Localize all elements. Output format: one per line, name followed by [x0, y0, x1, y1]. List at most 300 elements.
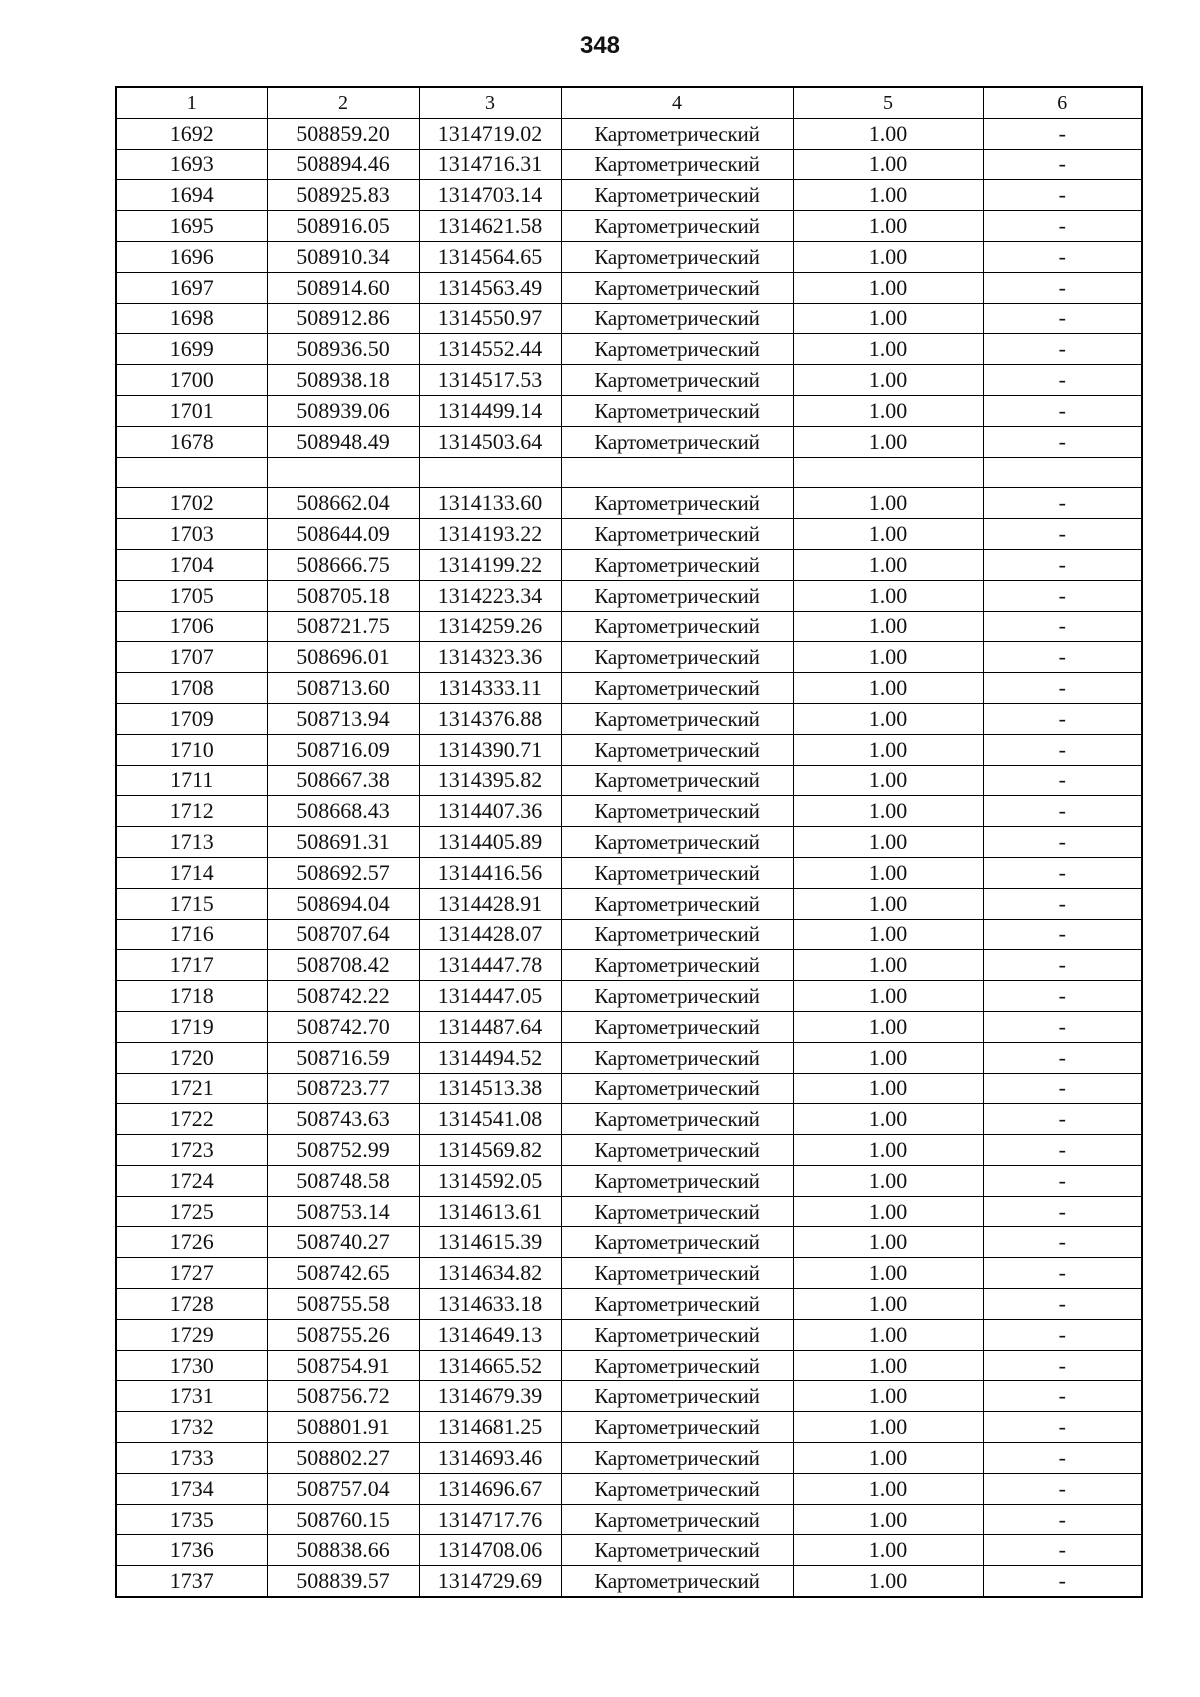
note-cell: -: [983, 827, 1142, 858]
point-number-cell: 1711: [116, 765, 267, 796]
method-cell: Картометрический: [561, 888, 793, 919]
note-cell: -: [983, 395, 1142, 426]
point-number-cell: 1718: [116, 981, 267, 1012]
note-cell: -: [983, 549, 1142, 580]
x-coordinate-cell: 508925.83: [267, 180, 419, 211]
table-row: [116, 703, 1142, 734]
note-cell: -: [983, 519, 1142, 550]
accuracy-cell: 1.00: [793, 1350, 983, 1381]
y-coordinate-cell: 1314199.22: [419, 549, 561, 580]
x-coordinate-cell: 508696.01: [267, 642, 419, 673]
point-number-cell: 1714: [116, 857, 267, 888]
column-header-3: 3: [419, 87, 561, 118]
y-coordinate-cell: 1314517.53: [419, 365, 561, 396]
accuracy-cell: 1.00: [793, 827, 983, 858]
y-coordinate-cell: 1314696.67: [419, 1473, 561, 1504]
point-number-cell: 1693: [116, 149, 267, 180]
method-cell: Картометрический: [561, 365, 793, 396]
note-cell: -: [983, 1350, 1142, 1381]
accuracy-cell: 1.00: [793, 857, 983, 888]
accuracy-cell: 1.00: [793, 303, 983, 334]
point-number-cell: 1719: [116, 1011, 267, 1042]
column-header-6: 6: [983, 87, 1142, 118]
table-row: [116, 642, 1142, 673]
accuracy-cell: 1.00: [793, 1227, 983, 1258]
table-row: [116, 919, 1142, 950]
x-coordinate-cell: 508938.18: [267, 365, 419, 396]
x-coordinate-cell: 508713.94: [267, 703, 419, 734]
y-coordinate-cell: 1314649.13: [419, 1319, 561, 1350]
point-number-cell: 1737: [116, 1566, 267, 1597]
point-number-cell: 1702: [116, 488, 267, 519]
note-cell: -: [983, 857, 1142, 888]
table-row: [116, 211, 1142, 242]
accuracy-cell: [793, 457, 983, 488]
table-row: [116, 519, 1142, 550]
y-coordinate-cell: 1314428.07: [419, 919, 561, 950]
x-coordinate-cell: 508667.38: [267, 765, 419, 796]
x-coordinate-cell: 508912.86: [267, 303, 419, 334]
note-cell: -: [983, 211, 1142, 242]
point-number-cell: 1703: [116, 519, 267, 550]
point-number-cell: 1729: [116, 1319, 267, 1350]
method-cell: Картометрический: [561, 211, 793, 242]
accuracy-cell: 1.00: [793, 580, 983, 611]
note-cell: -: [983, 611, 1142, 642]
point-number-cell: 1695: [116, 211, 267, 242]
y-coordinate-cell: 1314679.39: [419, 1381, 561, 1412]
accuracy-cell: 1.00: [793, 1011, 983, 1042]
point-number-cell: 1696: [116, 241, 267, 272]
method-cell: Картометрический: [561, 1412, 793, 1443]
y-coordinate-cell: 1314552.44: [419, 334, 561, 365]
x-coordinate-cell: 508707.64: [267, 919, 419, 950]
accuracy-cell: 1.00: [793, 1319, 983, 1350]
x-coordinate-cell: 508755.58: [267, 1289, 419, 1320]
table-row: [116, 180, 1142, 211]
y-coordinate-cell: 1314503.64: [419, 426, 561, 457]
point-number-cell: 1734: [116, 1473, 267, 1504]
coordinates-table: [115, 86, 1143, 1598]
point-number-cell: 1732: [116, 1412, 267, 1443]
accuracy-cell: 1.00: [793, 334, 983, 365]
table-row: [116, 611, 1142, 642]
accuracy-cell: 1.00: [793, 1443, 983, 1474]
method-cell: Картометрический: [561, 180, 793, 211]
x-coordinate-cell: 508838.66: [267, 1535, 419, 1566]
accuracy-cell: 1.00: [793, 149, 983, 180]
y-coordinate-cell: 1314193.22: [419, 519, 561, 550]
accuracy-cell: 1.00: [793, 1196, 983, 1227]
x-coordinate-cell: 508752.99: [267, 1135, 419, 1166]
table-row: [116, 488, 1142, 519]
method-cell: Картометрический: [561, 1381, 793, 1412]
method-cell: Картометрический: [561, 827, 793, 858]
note-cell: -: [983, 488, 1142, 519]
column-header-1: 1: [116, 87, 267, 118]
accuracy-cell: 1.00: [793, 919, 983, 950]
method-cell: Картометрический: [561, 1135, 793, 1166]
accuracy-cell: 1.00: [793, 1258, 983, 1289]
table-row: [116, 1042, 1142, 1073]
accuracy-cell: 1.00: [793, 365, 983, 396]
x-coordinate-cell: 508916.05: [267, 211, 419, 242]
point-number-cell: 1712: [116, 796, 267, 827]
note-cell: -: [983, 950, 1142, 981]
table-row: [116, 457, 1142, 488]
point-number-cell: 1709: [116, 703, 267, 734]
y-coordinate-cell: 1314390.71: [419, 734, 561, 765]
table-row: [116, 765, 1142, 796]
table-row: [116, 365, 1142, 396]
y-coordinate-cell: 1314223.34: [419, 580, 561, 611]
y-coordinate-cell: 1314633.18: [419, 1289, 561, 1320]
x-coordinate-cell: 508692.57: [267, 857, 419, 888]
column-header-4: 4: [561, 87, 793, 118]
table-row: [116, 1289, 1142, 1320]
method-cell: Картометрический: [561, 1073, 793, 1104]
point-number-cell: 1731: [116, 1381, 267, 1412]
table-row: [116, 1135, 1142, 1166]
x-coordinate-cell: 508716.59: [267, 1042, 419, 1073]
point-number-cell: 1694: [116, 180, 267, 211]
point-number-cell: 1715: [116, 888, 267, 919]
note-cell: -: [983, 796, 1142, 827]
table-row: [116, 303, 1142, 334]
point-number-cell: 1716: [116, 919, 267, 950]
table-row: [116, 395, 1142, 426]
point-number-cell: 1721: [116, 1073, 267, 1104]
note-cell: -: [983, 149, 1142, 180]
point-number-cell: 1717: [116, 950, 267, 981]
x-coordinate-cell: 508740.27: [267, 1227, 419, 1258]
x-coordinate-cell: 508754.91: [267, 1350, 419, 1381]
point-number-cell: 1705: [116, 580, 267, 611]
method-cell: Картометрический: [561, 703, 793, 734]
x-coordinate-cell: 508894.46: [267, 149, 419, 180]
note-cell: -: [983, 1011, 1142, 1042]
y-coordinate-cell: 1314615.39: [419, 1227, 561, 1258]
y-coordinate-cell: 1314499.14: [419, 395, 561, 426]
accuracy-cell: 1.00: [793, 118, 983, 149]
accuracy-cell: 1.00: [793, 519, 983, 550]
x-coordinate-cell: 508694.04: [267, 888, 419, 919]
y-coordinate-cell: 1314563.49: [419, 272, 561, 303]
note-cell: -: [983, 919, 1142, 950]
table-row: [116, 1473, 1142, 1504]
method-cell: Картометрический: [561, 241, 793, 272]
x-coordinate-cell: 508859.20: [267, 118, 419, 149]
point-number-cell: 1713: [116, 827, 267, 858]
method-cell: Картометрический: [561, 796, 793, 827]
note-cell: -: [983, 1135, 1142, 1166]
y-coordinate-cell: 1314416.56: [419, 857, 561, 888]
x-coordinate-cell: 508742.22: [267, 981, 419, 1012]
method-cell: Картометрический: [561, 1196, 793, 1227]
note-cell: -: [983, 180, 1142, 211]
point-number-cell: 1678: [116, 426, 267, 457]
accuracy-cell: 1.00: [793, 1135, 983, 1166]
x-coordinate-cell: 508936.50: [267, 334, 419, 365]
note-cell: -: [983, 642, 1142, 673]
note-cell: -: [983, 1504, 1142, 1535]
point-number-cell: 1726: [116, 1227, 267, 1258]
method-cell: Картометрический: [561, 1535, 793, 1566]
y-coordinate-cell: 1314513.38: [419, 1073, 561, 1104]
y-coordinate-cell: 1314428.91: [419, 888, 561, 919]
point-number-cell: 1723: [116, 1135, 267, 1166]
table-row: [116, 118, 1142, 149]
x-coordinate-cell: 508713.60: [267, 673, 419, 704]
note-cell: -: [983, 1196, 1142, 1227]
note-cell: -: [983, 1443, 1142, 1474]
y-coordinate-cell: 1314693.46: [419, 1443, 561, 1474]
x-coordinate-cell: 508723.77: [267, 1073, 419, 1104]
x-coordinate-cell: 508801.91: [267, 1412, 419, 1443]
y-coordinate-cell: 1314665.52: [419, 1350, 561, 1381]
x-coordinate-cell: 508939.06: [267, 395, 419, 426]
table-row: [116, 549, 1142, 580]
accuracy-cell: 1.00: [793, 703, 983, 734]
note-cell: -: [983, 272, 1142, 303]
method-cell: Картометрический: [561, 765, 793, 796]
accuracy-cell: 1.00: [793, 426, 983, 457]
note-cell: -: [983, 241, 1142, 272]
y-coordinate-cell: 1314407.36: [419, 796, 561, 827]
note-cell: -: [983, 981, 1142, 1012]
point-number-cell: 1708: [116, 673, 267, 704]
x-coordinate-cell: 508721.75: [267, 611, 419, 642]
note-cell: -: [983, 1104, 1142, 1135]
method-cell: Картометрический: [561, 519, 793, 550]
note-cell: -: [983, 303, 1142, 334]
table-row: [116, 149, 1142, 180]
point-number-cell: 1725: [116, 1196, 267, 1227]
x-coordinate-cell: 508742.65: [267, 1258, 419, 1289]
note-cell: -: [983, 888, 1142, 919]
accuracy-cell: 1.00: [793, 488, 983, 519]
method-cell: Картометрический: [561, 981, 793, 1012]
point-number-cell: 1698: [116, 303, 267, 334]
method-cell: Картометрический: [561, 303, 793, 334]
method-cell: Картометрический: [561, 1350, 793, 1381]
point-number-cell: 1724: [116, 1165, 267, 1196]
point-number-cell: [116, 457, 267, 488]
accuracy-cell: 1.00: [793, 950, 983, 981]
note-cell: -: [983, 1566, 1142, 1597]
page-number: 348: [579, 32, 621, 59]
y-coordinate-cell: 1314703.14: [419, 180, 561, 211]
table-row: [116, 1011, 1142, 1042]
table-row: [116, 334, 1142, 365]
method-cell: Картометрический: [561, 1566, 793, 1597]
method-cell: Картометрический: [561, 642, 793, 673]
y-coordinate-cell: 1314133.60: [419, 488, 561, 519]
method-cell: Картометрический: [561, 334, 793, 365]
x-coordinate-cell: 508839.57: [267, 1566, 419, 1597]
accuracy-cell: 1.00: [793, 796, 983, 827]
table-row: [116, 1196, 1142, 1227]
y-coordinate-cell: 1314729.69: [419, 1566, 561, 1597]
table-row: [116, 950, 1142, 981]
table-row: [116, 857, 1142, 888]
y-coordinate-cell: 1314323.36: [419, 642, 561, 673]
point-number-cell: 1733: [116, 1443, 267, 1474]
column-header-5: 5: [793, 87, 983, 118]
note-cell: -: [983, 1473, 1142, 1504]
accuracy-cell: 1.00: [793, 395, 983, 426]
y-coordinate-cell: 1314259.26: [419, 611, 561, 642]
note-cell: -: [983, 426, 1142, 457]
y-coordinate-cell: 1314717.76: [419, 1504, 561, 1535]
point-number-cell: 1692: [116, 118, 267, 149]
note-cell: -: [983, 1165, 1142, 1196]
table-row: [116, 1165, 1142, 1196]
note-cell: -: [983, 1412, 1142, 1443]
x-coordinate-cell: 508755.26: [267, 1319, 419, 1350]
method-cell: Картометрический: [561, 1289, 793, 1320]
note-cell: -: [983, 765, 1142, 796]
method-cell: Картометрический: [561, 426, 793, 457]
method-cell: Картометрический: [561, 1104, 793, 1135]
table-row: [116, 1350, 1142, 1381]
accuracy-cell: 1.00: [793, 888, 983, 919]
point-number-cell: 1704: [116, 549, 267, 580]
note-cell: -: [983, 1227, 1142, 1258]
y-coordinate-cell: 1314550.97: [419, 303, 561, 334]
method-cell: Картометрический: [561, 272, 793, 303]
note-cell: -: [983, 1258, 1142, 1289]
method-cell: Картометрический: [561, 118, 793, 149]
y-coordinate-cell: 1314405.89: [419, 827, 561, 858]
table-row: [116, 1258, 1142, 1289]
table-row: [116, 1504, 1142, 1535]
y-coordinate-cell: 1314447.78: [419, 950, 561, 981]
x-coordinate-cell: 508802.27: [267, 1443, 419, 1474]
y-coordinate-cell: 1314681.25: [419, 1412, 561, 1443]
x-coordinate-cell: 508662.04: [267, 488, 419, 519]
note-cell: -: [983, 1289, 1142, 1320]
y-coordinate-cell: 1314719.02: [419, 118, 561, 149]
point-number-cell: 1699: [116, 334, 267, 365]
x-coordinate-cell: 508914.60: [267, 272, 419, 303]
note-cell: -: [983, 1319, 1142, 1350]
x-coordinate-cell: 508910.34: [267, 241, 419, 272]
point-number-cell: 1710: [116, 734, 267, 765]
point-number-cell: 1701: [116, 395, 267, 426]
accuracy-cell: 1.00: [793, 549, 983, 580]
table-row: [116, 1381, 1142, 1412]
accuracy-cell: 1.00: [793, 1073, 983, 1104]
x-coordinate-cell: 508716.09: [267, 734, 419, 765]
method-cell: Картометрический: [561, 149, 793, 180]
note-cell: -: [983, 734, 1142, 765]
point-number-cell: 1736: [116, 1535, 267, 1566]
method-cell: Картометрический: [561, 580, 793, 611]
header-row: [116, 87, 1142, 118]
method-cell: Картометрический: [561, 1258, 793, 1289]
x-coordinate-cell: 508742.70: [267, 1011, 419, 1042]
table-row: [116, 426, 1142, 457]
y-coordinate-cell: [419, 457, 561, 488]
point-number-cell: 1730: [116, 1350, 267, 1381]
x-coordinate-cell: 508756.72: [267, 1381, 419, 1412]
point-number-cell: 1707: [116, 642, 267, 673]
method-cell: Картометрический: [561, 673, 793, 704]
x-coordinate-cell: 508948.49: [267, 426, 419, 457]
note-cell: -: [983, 1381, 1142, 1412]
method-cell: Картометрический: [561, 857, 793, 888]
method-cell: Картометрический: [561, 611, 793, 642]
note-cell: -: [983, 703, 1142, 734]
x-coordinate-cell: 508666.75: [267, 549, 419, 580]
x-coordinate-cell: 508760.15: [267, 1504, 419, 1535]
y-coordinate-cell: 1314447.05: [419, 981, 561, 1012]
x-coordinate-cell: 508668.43: [267, 796, 419, 827]
y-coordinate-cell: 1314487.64: [419, 1011, 561, 1042]
accuracy-cell: 1.00: [793, 211, 983, 242]
method-cell: [561, 457, 793, 488]
point-number-cell: 1706: [116, 611, 267, 642]
method-cell: Картометрический: [561, 395, 793, 426]
x-coordinate-cell: 508705.18: [267, 580, 419, 611]
note-cell: [983, 457, 1142, 488]
accuracy-cell: 1.00: [793, 1504, 983, 1535]
x-coordinate-cell: 508708.42: [267, 950, 419, 981]
table-body: [116, 118, 1142, 1597]
x-coordinate-cell: 508691.31: [267, 827, 419, 858]
x-coordinate-cell: 508644.09: [267, 519, 419, 550]
note-cell: -: [983, 118, 1142, 149]
table-row: [116, 673, 1142, 704]
note-cell: -: [983, 1073, 1142, 1104]
table-row: [116, 1104, 1142, 1135]
accuracy-cell: 1.00: [793, 1165, 983, 1196]
y-coordinate-cell: 1314634.82: [419, 1258, 561, 1289]
note-cell: -: [983, 1042, 1142, 1073]
y-coordinate-cell: 1314708.06: [419, 1535, 561, 1566]
method-cell: Картометрический: [561, 734, 793, 765]
y-coordinate-cell: 1314564.65: [419, 241, 561, 272]
accuracy-cell: 1.00: [793, 241, 983, 272]
y-coordinate-cell: 1314395.82: [419, 765, 561, 796]
y-coordinate-cell: 1314613.61: [419, 1196, 561, 1227]
note-cell: -: [983, 1535, 1142, 1566]
method-cell: Картометрический: [561, 1227, 793, 1258]
table-row: [116, 1227, 1142, 1258]
column-header-2: 2: [267, 87, 419, 118]
method-cell: Картометрический: [561, 1319, 793, 1350]
point-number-cell: 1722: [116, 1104, 267, 1135]
point-number-cell: 1697: [116, 272, 267, 303]
x-coordinate-cell: 508757.04: [267, 1473, 419, 1504]
point-number-cell: 1728: [116, 1289, 267, 1320]
table-row: [116, 580, 1142, 611]
table-row: [116, 1412, 1142, 1443]
method-cell: Картометрический: [561, 950, 793, 981]
note-cell: -: [983, 365, 1142, 396]
accuracy-cell: 1.00: [793, 611, 983, 642]
method-cell: Картометрический: [561, 1443, 793, 1474]
point-number-cell: 1735: [116, 1504, 267, 1535]
y-coordinate-cell: 1314592.05: [419, 1165, 561, 1196]
accuracy-cell: 1.00: [793, 673, 983, 704]
y-coordinate-cell: 1314621.58: [419, 211, 561, 242]
accuracy-cell: 1.00: [793, 1535, 983, 1566]
y-coordinate-cell: 1314716.31: [419, 149, 561, 180]
note-cell: -: [983, 334, 1142, 365]
method-cell: Картометрический: [561, 488, 793, 519]
